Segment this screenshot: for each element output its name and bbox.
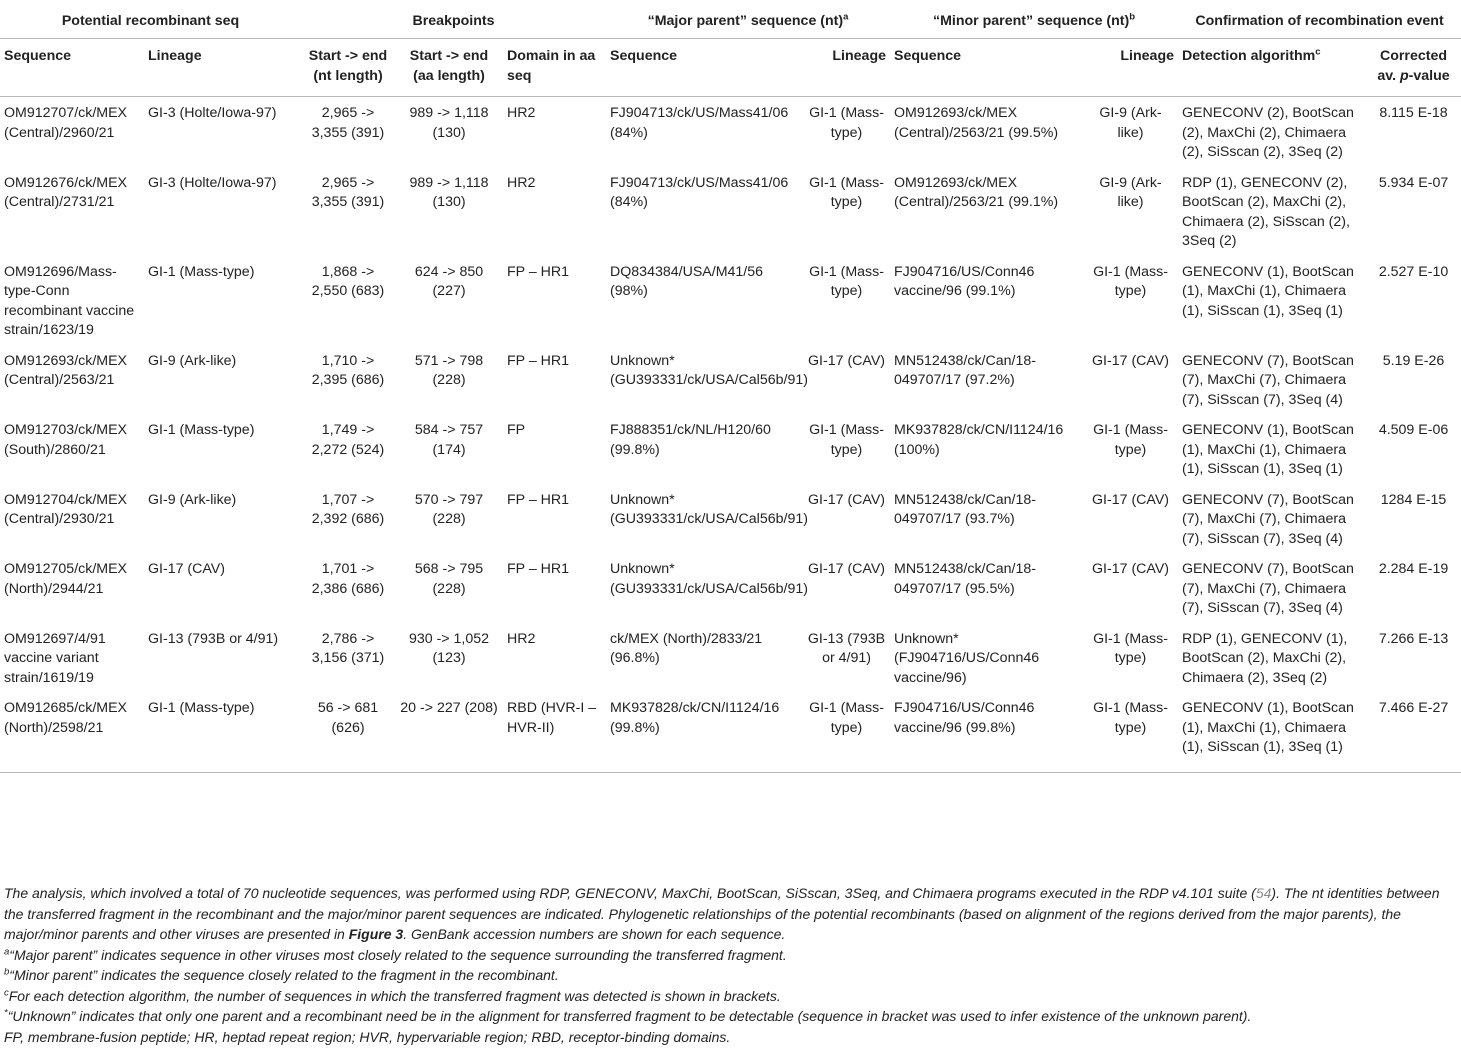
cell-minor-sequence: MN512438/ck/Can/18-049707/17 (97.2%) bbox=[894, 352, 1036, 388]
cell-major-lineage: GI-17 (CAV) bbox=[808, 352, 886, 369]
cell-detection-algorithm: GENECONV (1), BootScan (1), MaxChi (1), Chimaera (1), SiSscan (1), 3Seq (1) bbox=[1182, 263, 1354, 319]
cell-sequence: OM912685/ck/MEX (North)/2598/21 bbox=[0, 692, 144, 772]
col-pvalue: Corrected av. p-value bbox=[1366, 39, 1461, 97]
cell-lineage: GI-17 (CAV) bbox=[148, 561, 225, 577]
cell-lineage: GI-9 (Ark-like) bbox=[148, 491, 237, 508]
cell-sequence: OM912676/ck/MEX (Central)/2731/21 bbox=[4, 174, 128, 210]
cell-aa-range: 989 -> 1,118 (130) bbox=[409, 174, 489, 210]
cell-major-sequence: Unknown* (GU393331/ck/USA/Cal56b/91) bbox=[610, 561, 808, 597]
col-major-lineage: Lineage bbox=[803, 39, 890, 97]
cell-detection-algorithm: RDP (1), GENECONV (1), BootScan (2), MaxChi (2), Chimaera (2), 3Seq (2) bbox=[1182, 630, 1348, 686]
col-detection-algorithm: Detection algorithm$^c$ bbox=[1178, 39, 1366, 97]
cell-pvalue: 2.527 E-10 bbox=[1378, 263, 1449, 280]
cell-nt-range: 1,710 -> 2,395 (686) bbox=[311, 352, 385, 388]
cell-minor-sequence: MN512438/ck/Can/18-049707/17 (93.7%) bbox=[894, 491, 1036, 527]
cell-aa-range: 584 -> 757 (174) bbox=[414, 422, 484, 458]
cell-nt-range: 2,965 -> 3,355 (391) bbox=[311, 174, 385, 210]
citation-link[interactable]: 54 bbox=[1255, 885, 1272, 901]
cell-sequence: OM912704/ck/MEX (Central)/2930/21 bbox=[4, 491, 128, 527]
cell-domain: FP – HR1 bbox=[507, 491, 570, 508]
cell-detection-algorithm: GENECONV (7), BootScan (7), MaxChi (7), Chimaera (7), SiSscan (7), 3Seq (4) bbox=[1182, 561, 1354, 616]
col-lineage: Lineage bbox=[144, 39, 301, 97]
cell-pvalue: 8.115 E-18 bbox=[1379, 105, 1448, 121]
footnote-abbreviations: FP, membrane-fusion peptide; HR, heptad repeat region; HVR, hypervariable region; RBD, receptor-binding domains. bbox=[4, 1028, 731, 1045]
col-aa-range: Start -> end (aa length) bbox=[395, 39, 503, 97]
cell-pvalue: 2.284 E-19 bbox=[1378, 561, 1449, 577]
col-minor-sequence: Sequence bbox=[890, 39, 1083, 97]
cell-detection-algorithm: GENECONV (7), BootScan (7), MaxChi (7), Chimaera (7), SiSscan (7), 3Seq (4) bbox=[1182, 491, 1354, 547]
cell-lineage: GI-3 (Holte/Iowa-97) bbox=[148, 105, 277, 121]
cell-minor-lineage: GI-17 (CAV) bbox=[1092, 352, 1170, 369]
table-row bbox=[0, 345, 1461, 415]
cell-domain: FP – HR1 bbox=[507, 263, 570, 280]
footnote-star: *“Unknown” indicates that only one parent and a recombinant need be in the alignment for transferred fragment to be detectable (sequence in bracket was used to infer existence of the unknown parent). bbox=[4, 1007, 1252, 1024]
column-header-row bbox=[0, 39, 1461, 97]
cell-lineage: GI-1 (Mass-type) bbox=[144, 692, 301, 772]
group-header-breakpoints: Breakpoints bbox=[301, 4, 606, 39]
table-row bbox=[0, 692, 1461, 772]
cell-sequence: OM912703/ck/MEX (South)/2860/21 bbox=[4, 422, 128, 458]
cell-minor-lineage: GI-9 (Ark-like) bbox=[1099, 174, 1162, 210]
cell-sequence: OM912707/ck/MEX (Central)/2960/21 bbox=[4, 105, 128, 141]
cell-domain: FP bbox=[507, 422, 526, 438]
cell-major-lineage: GI-1 (Mass-type) bbox=[809, 105, 884, 141]
footnote-a: $^a$“Major parent” indicates sequence in other viruses most closely related to the sequence surrounding the transferred fragment. bbox=[4, 945, 787, 963]
cell-minor-lineage: GI-1 (Mass-type) bbox=[1093, 630, 1168, 666]
cell-minor-sequence: FJ904716/US/Conn46 vaccine/96 (99.8%) bbox=[890, 692, 1083, 772]
cell-domain: FP – HR1 bbox=[507, 352, 570, 369]
cell-major-lineage: GI-1 (Mass-type) bbox=[803, 692, 890, 772]
cell-minor-lineage: GI-9 (Ark-like) bbox=[1099, 105, 1162, 141]
cell-aa-range: 568 -> 795 (228) bbox=[414, 561, 484, 597]
cell-nt-range: 2,786 -> 3,156 (371) bbox=[311, 630, 385, 666]
footnote-main: The analysis, which involved a total of 70 nucleotide sequences, was performed using RDP, GENECONV, MaxChi, BootScan, SiSscan, 3Seq, and Chimaera programs executed in the RDP v4.101 suite (54). The nt identities between the transferred fragment in the recombinant and the major/minor parent sequences are indicated. Phylogenetic relationships of the potential recombinants (based on alignment of the regions derived from the major parents), the major/minor parents and other viruses are presented in Figure 3. GenBank accession numbers are shown for each sequence. bbox=[4, 885, 1440, 942]
cell-sequence: OM912697/4/91 vaccine variant strain/1619/19 bbox=[4, 630, 106, 686]
cell-minor-sequence: MN512438/ck/Can/18-049707/17 (95.5%) bbox=[894, 561, 1036, 597]
cell-lineage: GI-3 (Holte/Iowa-97) bbox=[148, 174, 277, 191]
cell-domain: FP – HR1 bbox=[507, 561, 570, 577]
table-row bbox=[0, 623, 1461, 693]
table-row bbox=[0, 167, 1461, 256]
col-major-sequence: Sequence bbox=[606, 39, 803, 97]
cell-minor-lineage: GI-1 (Mass-type) bbox=[1093, 422, 1168, 458]
cell-nt-range: 1,868 -> 2,550 (683) bbox=[311, 263, 385, 299]
cell-major-sequence: MK937828/ck/CN/I1124/16 (99.8%) bbox=[606, 692, 803, 772]
figure-link[interactable]: Figure 3 bbox=[348, 926, 404, 942]
cell-major-sequence: FJ904713/ck/US/Mass41/06 (84%) bbox=[610, 174, 789, 210]
cell-lineage: GI-9 (Ark-like) bbox=[148, 352, 237, 369]
footnote-b: $^b$“Minor parent” indicates the sequence closely related to the fragment in the recombinant. bbox=[4, 966, 559, 983]
group-header-confirmation: Confirmation of recombination event bbox=[1178, 4, 1461, 39]
cell-aa-range: 989 -> 1,118 (130) bbox=[409, 105, 489, 141]
table-row bbox=[0, 484, 1461, 554]
cell-major-lineage: GI-1 (Mass-type) bbox=[809, 174, 884, 210]
cell-minor-sequence: FJ904716/US/Conn46 vaccine/96 (99.1%) bbox=[894, 263, 1035, 299]
group-header-minor: “Minor parent” sequence (nt)$^b$ bbox=[890, 4, 1178, 39]
cell-major-lineage: GI-13 (793B or 4/91) bbox=[807, 630, 886, 666]
cell-pvalue: 7.466 E-27 bbox=[1366, 692, 1461, 772]
col-domain: Domain in aa seq bbox=[503, 39, 606, 97]
cell-major-sequence: Unknown* (GU393331/ck/USA/Cal56b/91) bbox=[610, 491, 808, 527]
cell-major-lineage: GI-17 (CAV) bbox=[808, 491, 886, 508]
cell-major-sequence: FJ904713/ck/US/Mass41/06 (84%) bbox=[610, 105, 789, 141]
group-header-potential: Potential recombinant seq bbox=[0, 4, 301, 39]
cell-lineage: GI-1 (Mass-type) bbox=[148, 263, 255, 280]
footnote-c: $^c$For each detection algorithm, the number of sequences in which the transferred fragment was detected is shown in brackets. bbox=[4, 986, 781, 1004]
cell-aa-range: 624 -> 850 (227) bbox=[414, 263, 484, 299]
cell-nt-range: 1,701 -> 2,386 (686) bbox=[311, 561, 385, 597]
recombination-table bbox=[0, 4, 1461, 773]
cell-domain: HR2 bbox=[507, 174, 536, 191]
cell-lineage: GI-1 (Mass-type) bbox=[148, 422, 255, 438]
cell-major-lineage: GI-1 (Mass-type) bbox=[809, 263, 884, 299]
cell-detection-algorithm: GENECONV (1), BootScan (1), MaxChi (1), Chimaera (1), SiSscan (1), 3Seq (1) bbox=[1182, 422, 1354, 477]
cell-minor-lineage: GI-1 (Mass-type) bbox=[1093, 263, 1168, 299]
cell-domain: RBD (HVR-I – HVR-II) bbox=[503, 692, 606, 772]
cell-major-sequence: ck/MEX (North)/2833/21 (96.8%) bbox=[610, 630, 763, 666]
col-minor-lineage: Lineage bbox=[1083, 39, 1178, 97]
table-row bbox=[0, 414, 1461, 484]
cell-major-lineage: GI-1 (Mass-type) bbox=[809, 422, 884, 458]
cell-pvalue: 4.509 E-06 bbox=[1378, 422, 1449, 438]
cell-minor-sequence: Unknown* (FJ904716/US/Conn46 vaccine/96) bbox=[894, 630, 1040, 686]
cell-pvalue: 5.19 E-26 bbox=[1382, 352, 1445, 369]
cell-domain: HR2 bbox=[507, 105, 536, 121]
cell-aa-range: 20 -> 227 (208) bbox=[395, 692, 503, 772]
table-row bbox=[0, 97, 1461, 167]
cell-pvalue: 1284 E-15 bbox=[1380, 491, 1447, 508]
table-row bbox=[0, 553, 1461, 623]
cell-nt-range: 56 -> 681 (626) bbox=[301, 692, 395, 772]
cell-nt-range: 1,707 -> 2,392 (686) bbox=[311, 491, 385, 527]
col-nt-range: Start -> end (nt length) bbox=[301, 39, 395, 97]
cell-detection-algorithm: GENECONV (7), BootScan (7), MaxChi (7), Chimaera (7), SiSscan (7), 3Seq (4) bbox=[1182, 352, 1354, 408]
cell-nt-range: 1,749 -> 2,272 (524) bbox=[311, 422, 385, 458]
cell-nt-range: 2,965 -> 3,355 (391) bbox=[311, 105, 385, 141]
cell-minor-sequence: MK937828/ck/CN/I1124/16 (100%) bbox=[894, 422, 1064, 458]
cell-lineage: GI-13 (793B or 4/91) bbox=[148, 630, 279, 647]
cell-aa-range: 570 -> 797 (228) bbox=[414, 491, 484, 527]
cell-pvalue: 7.266 E-13 bbox=[1378, 630, 1449, 647]
cell-sequence: OM912696/Mass-type-Conn recombinant vaccine strain/1623/19 bbox=[4, 263, 135, 338]
cell-minor-lineage: GI-1 (Mass-type) bbox=[1083, 692, 1178, 772]
group-header-row bbox=[0, 4, 1461, 39]
cell-major-sequence: Unknown* (GU393331/ck/USA/Cal56b/91) bbox=[610, 352, 808, 388]
cell-minor-lineage: GI-17 (CAV) bbox=[1092, 491, 1170, 508]
cell-aa-range: 571 -> 798 (228) bbox=[414, 352, 484, 388]
cell-domain: HR2 bbox=[507, 630, 536, 647]
cell-sequence: OM912705/ck/MEX (North)/2944/21 bbox=[4, 561, 128, 597]
cell-major-sequence: DQ834384/USA/M41/56 (98%) bbox=[610, 263, 764, 299]
table-row bbox=[0, 256, 1461, 345]
cell-detection-algorithm: RDP (1), GENECONV (2), BootScan (2), MaxChi (2), Chimaera (2), SiSscan (2), 3Seq (2) bbox=[1182, 174, 1350, 249]
group-header-major: “Major parent” sequence (nt)$^a$ bbox=[606, 4, 890, 39]
cell-minor-sequence: OM912693/ck/MEX (Central)/2563/21 (99.1%) bbox=[894, 174, 1059, 210]
cell-detection-algorithm: GENECONV (1), BootScan (1), MaxChi (1), Chimaera (1), SiSscan (1), 3Seq (1) bbox=[1178, 692, 1366, 772]
col-sequence: Sequence bbox=[0, 39, 144, 97]
cell-major-lineage: GI-17 (CAV) bbox=[808, 561, 886, 577]
cell-sequence: OM912693/ck/MEX (Central)/2563/21 bbox=[4, 352, 128, 388]
cell-major-sequence: FJ888351/ck/NL/H120/60 (99.8%) bbox=[610, 422, 771, 458]
cell-pvalue: 5.934 E-07 bbox=[1378, 174, 1449, 191]
cell-detection-algorithm: GENECONV (2), BootScan (2), MaxChi (2), Chimaera (2), SiSscan (2), 3Seq (2) bbox=[1182, 105, 1354, 160]
cell-aa-range: 930 -> 1,052 (123) bbox=[408, 630, 490, 666]
table-footnotes bbox=[4, 883, 1456, 1047]
cell-minor-lineage: GI-17 (CAV) bbox=[1092, 561, 1170, 577]
cell-minor-sequence: OM912693/ck/MEX (Central)/2563/21 (99.5%) bbox=[894, 105, 1059, 141]
